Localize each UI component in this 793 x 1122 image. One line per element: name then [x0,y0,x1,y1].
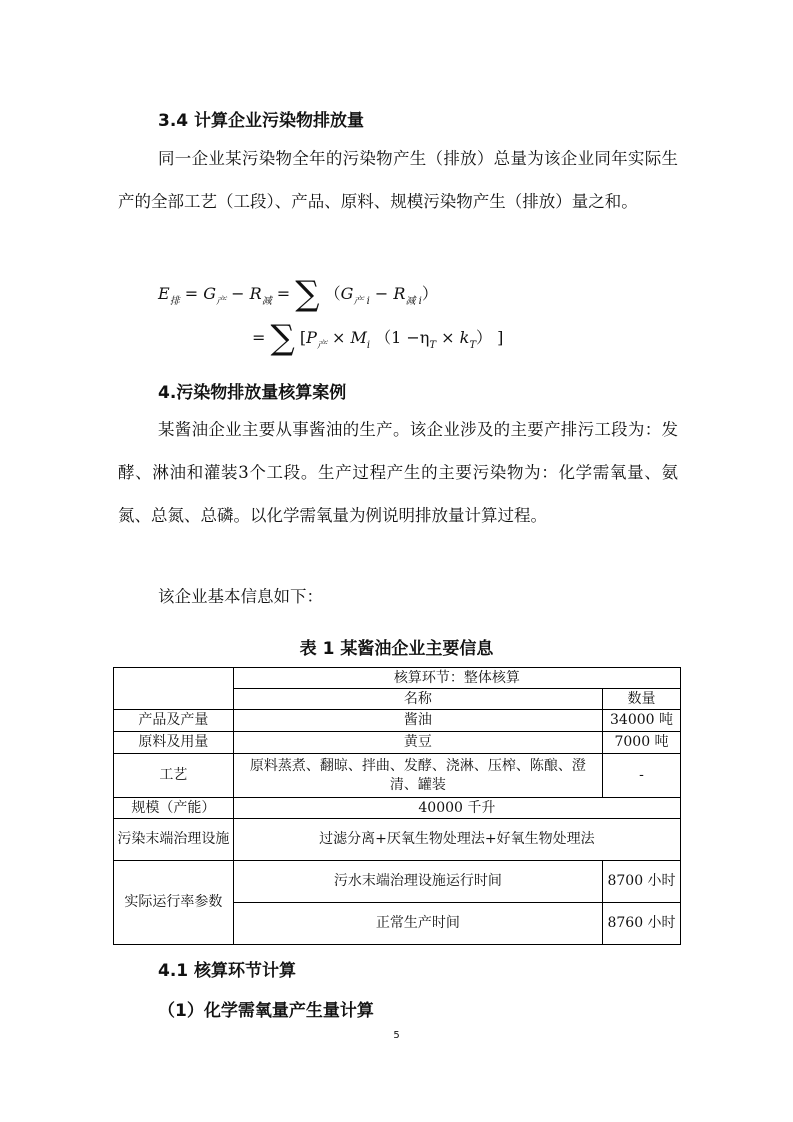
cell-name: 黄豆 [233,732,602,754]
formula-Ri: R [393,284,406,303]
cell-qty: 8760 小时 [603,903,681,945]
formula-G-sub: 产 [216,296,227,307]
column-header-qty: 数量 [603,689,681,710]
cell-value: 40000 千升 [233,798,680,819]
paragraph-basic-info [118,575,678,618]
table-row [114,754,681,798]
formula-P: P [306,328,317,347]
formula-M-sub: i [366,340,371,351]
table-row [114,819,681,861]
formula-line-2 [252,312,504,358]
formula-k-sub: T [469,340,477,351]
row-label: 工艺 [114,754,234,798]
formula-close-bracket: ） ] [476,328,504,347]
table-row [114,798,681,819]
cell-qty: - [603,754,681,798]
formula-equals: = [179,284,204,303]
section-4-1-heading: 4.1 核算环节计算 [158,961,297,981]
formula-G: G [203,284,217,303]
table-corner-cell [114,668,234,710]
formula-eta: （1 −η [370,328,430,347]
cell-name: 酱油 [233,710,602,732]
formula-E: E [158,284,170,303]
formula-minus-2: − [369,284,389,303]
column-header-name: 名称 [233,689,602,710]
formula-open-bracket: [ [294,328,307,347]
paragraph-total-emission [118,137,678,223]
formula-R: R [249,284,262,303]
formula-Gi: G [340,284,354,303]
formula-times: × [326,328,351,347]
row-label: 规模（产能） [114,798,234,819]
section-3-4-heading: 3.4 计算企业污染物排放量 [158,111,365,131]
cell-qty: 8700 小时 [603,861,681,903]
table-row [114,861,681,903]
table-title: 表 1 某酱油企业主要信息 [299,639,494,659]
formula-close-paren: ） [421,284,438,303]
page-number: 5 [393,1030,400,1041]
formula-times-2: × [436,328,460,347]
cell-name: 原料蒸煮、翻晾、拌曲、发酵、浇淋、压榨、陈酿、澄清、罐装 [233,754,602,798]
formula-R-sub: 减 [261,296,272,307]
formula-equals-2: = [271,284,296,303]
paragraph-text: 该企业基本信息如下： [158,587,323,606]
enterprise-info-table [113,667,681,945]
formula-line-1 [158,268,438,314]
table-header-span: 核算环节：整体核算 [233,668,680,689]
formula-open-paren: （ [319,284,341,303]
paragraph-case [118,408,678,537]
formula-M: M [350,328,367,347]
formula-k: k [459,328,470,347]
sum-symbol-2: ∑ [270,318,295,358]
section-4-1-1-heading: （1）化学需氧量产生量计算 [158,1001,374,1021]
sum-symbol: ∑ [295,274,320,314]
cell-qty: 7000 吨 [603,732,681,754]
cell-qty: 34000 吨 [603,710,681,732]
table-row [114,732,681,754]
section-4-heading: 4.污染物排放量核算案例 [158,383,347,403]
formula-minus: − [226,284,245,303]
formula-E-sub: 排 [169,296,180,307]
paragraph-text: 某酱油企业主要从事酱油的生产。该企业涉及的主要产排污工段为：发酵、淋油和灌装3个工段。生产过程产生的主要污染物为：化学需氧量、氨氮、总氮、总磷。以化学需氧量为例说明排放量计算过程。 [118,420,678,525]
formula-equals-3: = [252,328,271,347]
cell-name: 污水末端治理设施运行时间 [233,861,602,903]
row-label: 实际运行率参数 [114,861,234,945]
cell-value: 过滤分离+厌氧生物处理法+好氧生物处理法 [233,819,680,861]
formula-Gi-sub: 产 i [353,296,370,307]
row-label: 产品及产量 [114,710,234,732]
row-label: 污染末端治理设施 [114,819,234,861]
formula-Ri-sub: 减 i [405,296,422,307]
formula-P-sub: 产 [316,340,327,351]
formula-eta-sub: T [429,340,437,351]
table-row [114,710,681,732]
row-label: 原料及用量 [114,732,234,754]
paragraph-text: 同一企业某污染物全年的污染物产生（排放）总量为该企业同年实际生产的全部工艺（工段）、产品、原料、规模污染物产生（排放）量之和。 [118,149,678,211]
cell-name: 正常生产时间 [233,903,602,945]
